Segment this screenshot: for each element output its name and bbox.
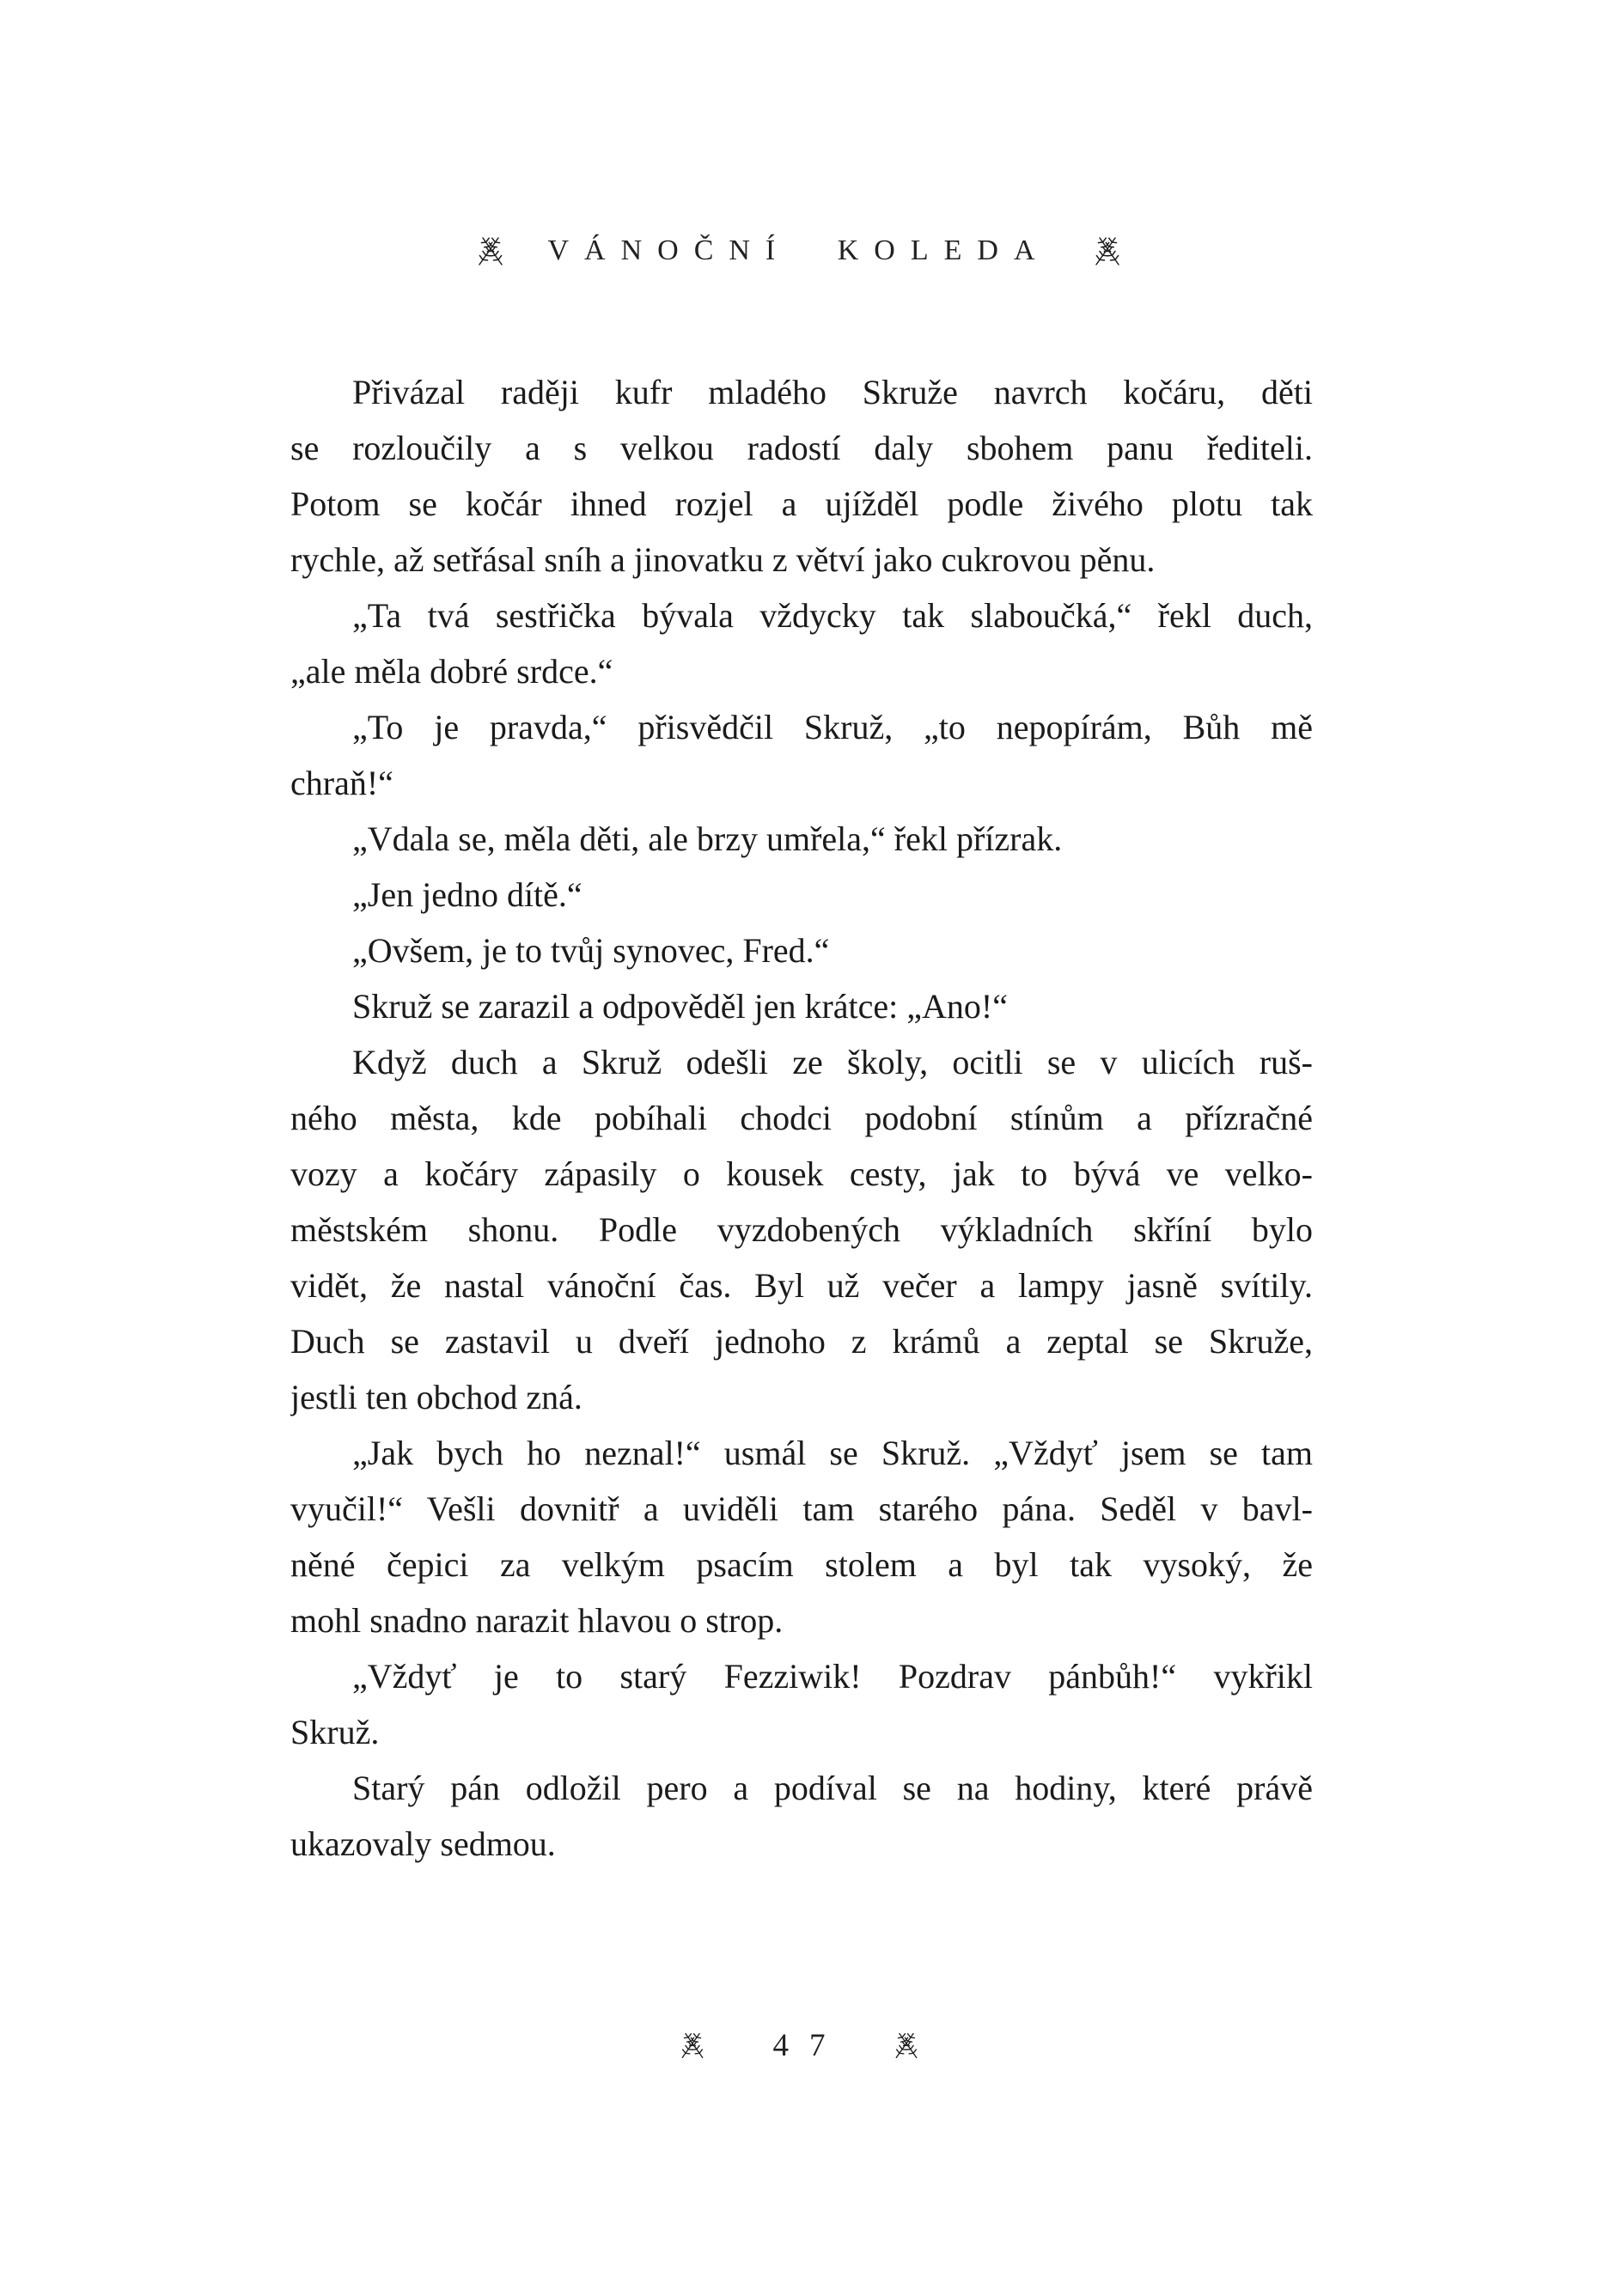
text-line: jestli ten obchod zná. [290, 1378, 582, 1416]
text-line: městském shonu. Podle vyzdobených výkladních skříní bylo [290, 1210, 1313, 1249]
text-line: Potom se kočár ihned rozjel a ujížděl podle živého plotu tak [290, 484, 1313, 523]
text-line: vozy a kočáry zápasily o kousek cesty, jak to bývá ve velko- [290, 1154, 1313, 1193]
page-number: 47 [772, 2027, 846, 2063]
text-line: „To je pravda,“ přisvědčil Skruž, „to nepopírám, Bůh mě [352, 708, 1313, 746]
page-footer [0, 2024, 1598, 2067]
text-line: chraň!“ [290, 764, 393, 802]
chapter-title: VÁNOČNÍ KOLEDA [547, 234, 1051, 266]
pine-sprig-icon [1090, 232, 1125, 270]
text-line: „ale měla dobré srdce.“ [290, 652, 613, 691]
text-line: Přivázal raději kufr mladého Skruže navrch kočáru, děti [352, 373, 1313, 411]
text-line: mohl snadno narazit hlavou o strop. [290, 1601, 784, 1640]
text-line: „Ovšem, je to tvůj synovec, Fred.“ [352, 931, 830, 970]
pine-sprig-icon [677, 2028, 708, 2062]
text-line: ukazovaly sedmou. [290, 1824, 556, 1863]
body-text [290, 364, 1313, 1872]
text-line: Skruž. [290, 1713, 380, 1751]
text-line: Starý pán odložil pero a podíval se na hodiny, které právě [352, 1769, 1313, 1807]
text-line: „Jen jedno dítě.“ [352, 875, 582, 914]
text-line: se rozloučily a s velkou radostí daly sbohem panu řediteli. [290, 429, 1313, 467]
text-line: „Jak bych ho neznal!“ usmál se Skruž. „Vždyť jsem se tam [352, 1434, 1313, 1472]
text-line: vyučil!“ Vešli dovnitř a uviděli tam starého pána. Seděl v bavl- [290, 1489, 1313, 1528]
text-line: Skruž se zarazil a odpověděl jen krátce: „Ano!“ [352, 987, 1008, 1026]
text-line: „Ta tvá sestřička bývala vždycky tak slaboučká,“ řekl duch, [352, 596, 1313, 635]
text-line: rychle, až setřásal sníh a jinovatku z větví jako cukrovou pěnu. [290, 540, 1156, 579]
text-line: „Vždyť je to starý Fezziwik! Pozdrav pánbůh!“ vykřikl [352, 1657, 1313, 1696]
page-header [0, 225, 1598, 277]
text-line: Když duch a Skruž odešli ze školy, ocitli se v ulicích ruš- [352, 1043, 1313, 1081]
text-line: vidět, že nastal vánoční čas. Byl už večer a lampy jasně svítily. [290, 1266, 1313, 1305]
text-line: ného města, kde pobíhali chodci podobní stínům a přízračné [290, 1099, 1313, 1137]
pine-sprig-icon [891, 2028, 922, 2062]
text-line: něné čepici za velkým psacím stolem a byl tak vysoký, že [290, 1545, 1313, 1584]
pine-sprig-icon [473, 232, 508, 270]
text-line: „Vdala se, měla děti, ale brzy umřela,“ řekl přízrak. [352, 819, 1063, 858]
text-line: Duch se zastavil u dveří jednoho z krámů a zeptal se Skruže, [290, 1322, 1313, 1361]
